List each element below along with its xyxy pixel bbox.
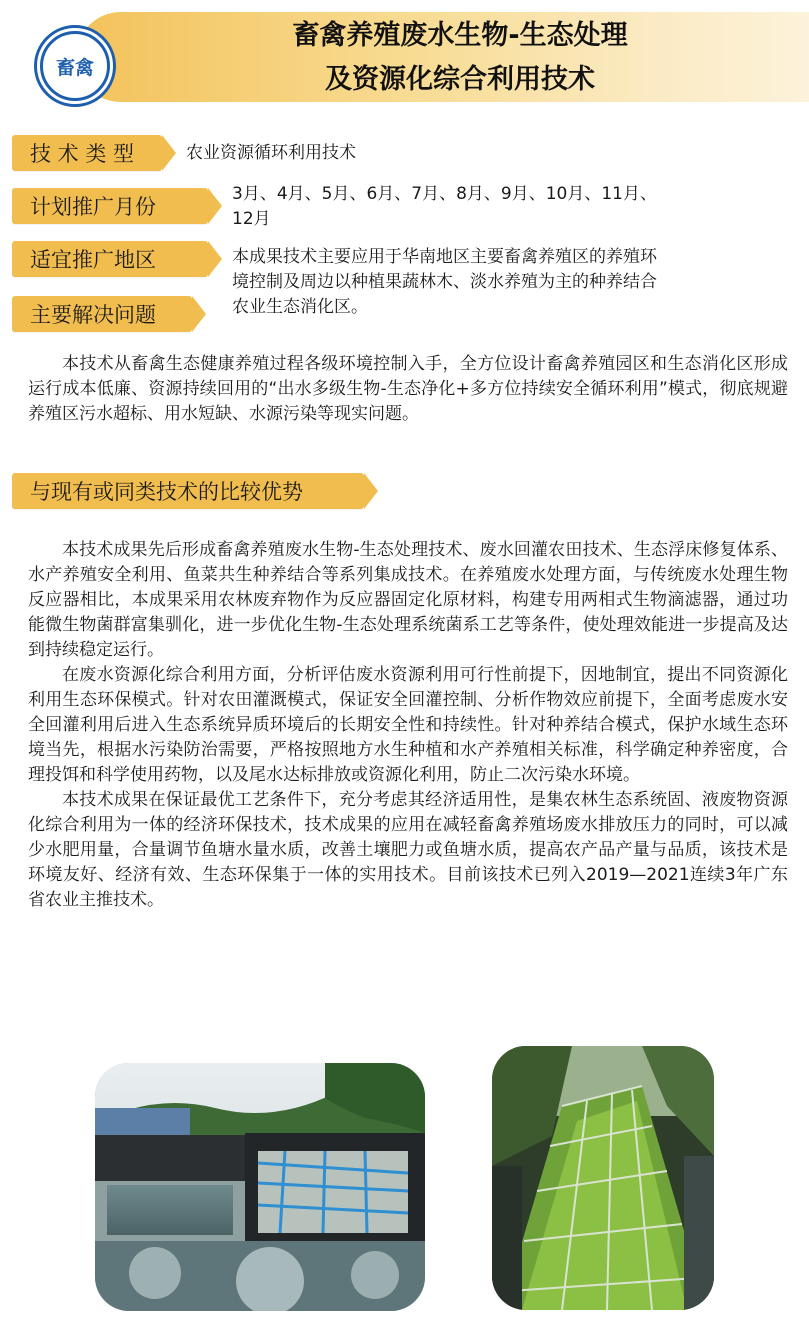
treatment-pond-illustration — [95, 1063, 425, 1311]
months-label: 计划推广月份 — [12, 188, 208, 224]
floating-bed-illustration — [492, 1046, 714, 1310]
page-title-line2: 及资源化综合利用技术 — [325, 64, 595, 95]
intro-section — [28, 352, 788, 427]
region-value-line1: 本成果技术主要应用于华南地区主要畜禽养殖区的养殖环 — [232, 247, 657, 267]
months-value-line2: 12月 — [232, 209, 271, 229]
advantage-paragraph-2: 在废水资源化综合利用方面，分析评估废水资源利用可行性前提下，因地制宜，提出不同资源化利用生态环保模式。针对农田灌溉模式，保证安全回灌控制、分析作物效应前提下，全面考虑废水安全回灌利用后进入生态系统异质环境后的长期安全性和持续性。针对种养结合模式，保护水域生态环境当先，根据水污染防治需要，严格按照地方水生种植和水产养殖相关标准，科学确定种养密度，合理投饵和科学使用药物，以及尾水达标排放或资源化利用，防止二次污染水环境。 — [28, 665, 788, 785]
page-title-line1: 畜禽养殖废水生物-生态处理 — [292, 20, 628, 51]
floating-bed-photo — [492, 1046, 714, 1310]
advantage-label: 与现有或同类技术的比较优势 — [12, 473, 364, 509]
advantage-paragraph-1: 本技术成果先后形成畜禽养殖废水生物-生态处理技术、废水回灌农田技术、生态浮床修复体系、水产养殖安全利用、鱼菜共生种养结合等系列集成技术。在养殖废水处理方面，与传统废水处理生物反应器相比，本成果采用农林废弃物作为反应器固定化原材料，构建专用两相式生物滴滤器，通过功能微生物菌群富集驯化，进一步优化生物-生态处理系统菌系工艺等条件，使处理效能进一步提高及达到持续稳定运行。 — [28, 540, 788, 660]
page-title — [200, 14, 720, 102]
advantage-section — [28, 538, 788, 913]
region-label: 适宜推广地区 — [12, 241, 208, 277]
tech-type-value: 农业资源循环利用技术 — [186, 143, 356, 163]
region-value-line3: 农业生态消化区。 — [232, 297, 368, 317]
region-value-line2: 境控制及周边以种植果蔬林木、淡水养殖为主的种养结合 — [232, 272, 657, 292]
category-badge: 畜禽 — [40, 31, 110, 101]
region-value — [232, 245, 792, 320]
intro-paragraph: 本技术从畜禽生态健康养殖过程各级环境控制入手，全方位设计畜禽养殖园区和生态消化区形成运行成本低廉、资源持续回用的“出水多级生物-生态净化+多方位持续安全循环利用”模式，彻底规避养殖区污水超标、用水短缺、水源污染等现实问题。 — [28, 354, 788, 424]
advantage-paragraph-3: 本技术成果在保证最优工艺条件下，充分考虑其经济适用性，是集农林生态系统固、液废物资源化综合利用为一体的经济环保技术，技术成果的应用在减轻畜禽养殖场废水排放压力的同时，可以减少水肥用量，合量调节鱼塘水量水质，改善土壤肥力或鱼塘水质，提高农产品产量与品质，该技术是环境友好、经济有效、生态环保集于一体的实用技术。目前该技术已列入2019—2021连续3年广东省农业主推技术。 — [28, 790, 788, 910]
tech-type-label: 技 术 类 型 — [12, 135, 162, 171]
treatment-pond-photo — [95, 1063, 425, 1311]
problem-label: 主要解决问题 — [12, 296, 192, 332]
months-value — [232, 182, 657, 232]
months-value-line1: 3月、4月、5月、6月、7月、8月、9月、10月、11月、 — [232, 184, 657, 204]
